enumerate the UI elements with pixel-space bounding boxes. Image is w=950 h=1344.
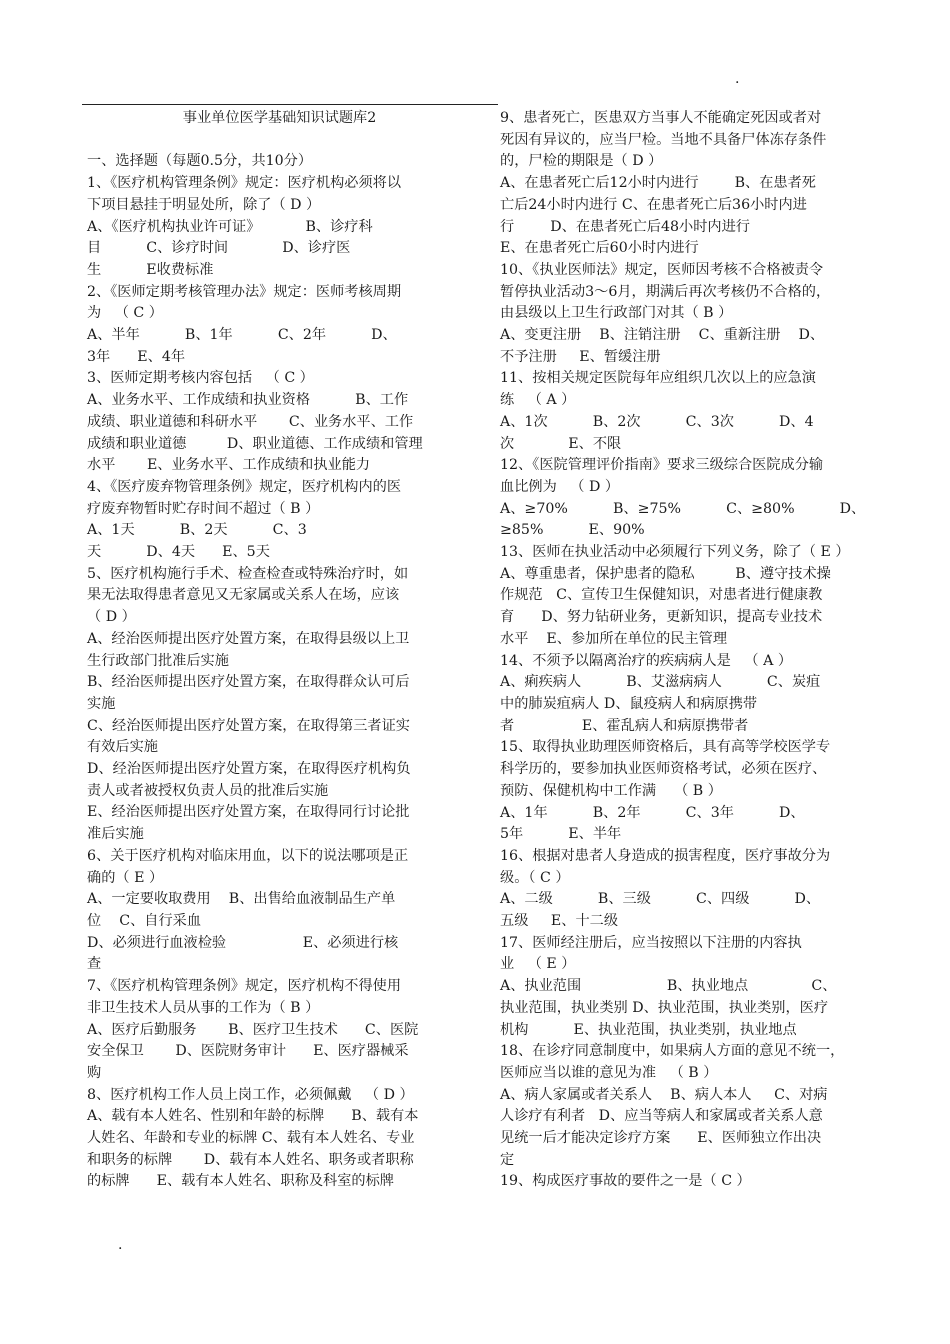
text-line: 18、在诊疗同意制度中，如果病人方面的意见不统一，: [500, 1043, 845, 1060]
text-line: 非卫生技术人员从事的工作为（ B ）: [87, 999, 320, 1016]
text-line: 17、医师经注册后，应当按照以下注册的内容执: [500, 934, 802, 951]
text-line: 人姓名、年龄和专业的标牌 C、载有本人姓名、专业: [87, 1130, 415, 1147]
text-line: 1、《医疗机构管理条例》规定：医疗机构必须将以: [87, 175, 402, 192]
text-line: D、经治医师提出医疗处置方案，在取得医疗机构负: [87, 761, 411, 778]
text-line: 练 （ A ）: [500, 392, 576, 409]
text-line: 天 D、4天 E、5天: [87, 544, 270, 561]
text-line: 8、医疗机构工作人员上岗工作，必须佩戴 （ D ）: [87, 1086, 414, 1103]
text-line: 16、根据对患者人身造成的损害程度，医疗事故分为: [500, 847, 831, 864]
text-line: 执业范围，执业类别 D、执业范围，执业类别，医疗: [500, 999, 829, 1016]
page-dot-top: .: [735, 71, 740, 87]
text-line: 查: [87, 956, 102, 973]
text-line: 位 C、自行采血: [87, 913, 202, 929]
text-line: A、一定要收取费用 B、出售给血液制品生产单: [87, 891, 396, 908]
text-line: 责人或者被授权负责人员的批准后实施: [87, 782, 329, 799]
text-line: C、经治医师提出医疗处置方案，在取得第三者证实: [87, 717, 410, 734]
text-line: 15、取得执业助理医师资格后，具有高等学校医学专: [500, 739, 831, 756]
text-line: A、≥70% B、≥75% C、≥80% D、: [500, 500, 866, 517]
text-line: 人诊疗有利者 D、应当等病人和家属或者关系人意: [500, 1108, 823, 1125]
text-line: A、二级 B、三级 C、四级 D、: [500, 891, 821, 908]
text-line: A、1年 B、2年 C、3年 D、: [500, 804, 805, 821]
text-line: A、半年 B、1年 C、2年 D、: [87, 327, 397, 344]
text-line: 和职务的标牌 D、载有本人姓名、职务或者职称: [87, 1151, 414, 1168]
text-line: E、经治医师提出医疗处置方案，在取得同行讨论批: [87, 804, 410, 821]
text-line: 业 （ E ）: [500, 956, 576, 973]
text-line: 3、医师定期考核内容包括 （ C ）: [87, 370, 314, 387]
text-line: B、经治医师提出医疗处置方案，在取得群众认可后: [87, 674, 410, 691]
text-line: 3年 E、4年: [87, 348, 186, 365]
text-line: 4、《医疗废弃物管理条例》规定，医疗机构内的医: [87, 478, 402, 495]
text-line: 2、《医师定期考核管理办法》规定：医师考核周期: [87, 283, 402, 300]
text-line: 由县级以上卫生行政部门对其（ B ）: [500, 305, 733, 322]
text-line: 成绩和职业道德 D、职业道德、工作成绩和管理: [87, 435, 423, 452]
text-line: 暂停执业活动3～6月，期满后再次考核仍不合格的，: [500, 283, 831, 300]
text-line: 目 C、诊疗时间 D、诊疗医: [87, 240, 351, 257]
text-line: 死因有异议的，应当尸检。当地不具备尸体冻存条件: [500, 131, 827, 148]
text-line: 医师应当以谁的意见为准 （ B ）: [500, 1064, 718, 1081]
page-dot-bottom: .: [118, 1237, 123, 1253]
text-line: 级。（ C ）: [500, 869, 570, 886]
text-line: 有效后实施: [87, 739, 158, 756]
text-line: 者 E、霍乱病人和病原携带者: [500, 717, 749, 734]
header-rule: [82, 104, 498, 105]
text-line: A、1次 B、2次 C、3次 D、4: [500, 413, 814, 430]
text-line: 疗废弃物暂时贮存时间不超过（ B ）: [87, 500, 320, 517]
text-line: （ D ）: [87, 609, 136, 626]
text-line: 不予注册 E、暂缓注册: [500, 348, 661, 365]
text-line: A、病人家属或者关系人 B、病人本人 C、对病: [500, 1086, 828, 1103]
text-line: ≥85% E、90%: [500, 522, 645, 539]
text-line: 生 E收费标准: [87, 261, 214, 278]
text-line: 见统一后才能决定诊疗方案 E、医师独立作出决: [500, 1130, 822, 1147]
text-line: 定: [500, 1151, 515, 1168]
text-line: A、载有本人姓名、性别和年龄的标牌 B、载有本: [87, 1108, 419, 1125]
text-line: 下项目悬挂于明显处所，除了（ D ）: [87, 196, 321, 213]
text-line: 一、选择题（每题0.5分，共10分）: [87, 153, 313, 170]
text-line: 的标牌 E、载有本人姓名、职称及科室的标牌: [87, 1173, 394, 1190]
left-column: [87, 108, 472, 1193]
text-line: A、《医疗机构执业许可证》 B、诊疗科: [87, 218, 373, 235]
text-line: A、经治医师提出医疗处置方案，在取得县级以上卫: [87, 630, 410, 647]
text-line: A、1天 B、2天 C、3: [87, 522, 307, 539]
text-line: 12、《医院管理评价指南》要求三级综合医院成分输: [500, 457, 824, 474]
text-line: 水平 E、业务水平、工作成绩和执业能力: [87, 457, 371, 474]
text-line: 为 （ C ）: [87, 305, 163, 322]
title-gap: [87, 130, 472, 152]
text-line: 5年 E、半年: [500, 826, 622, 843]
text-line: 育 D、努力钻研业务，更新知识，提高专业技术: [500, 609, 823, 626]
text-line: 科学历的，要参加执业医师资格考试，必须在医疗、: [500, 761, 827, 778]
text-line: A、在患者死亡后12小时内进行 B、在患者死: [500, 175, 816, 192]
text-line: 作规范 C、宣传卫生保健知识，对患者进行健康教: [500, 587, 823, 604]
text-line: 中的肺炭疽病人 D、鼠疫病人和病原携带: [500, 695, 758, 712]
text-line: 行 D、在患者死亡后48小时内进行: [500, 218, 750, 235]
text-line: A、尊重患者，保护患者的隐私 B、遵守技术操: [500, 565, 831, 582]
text-line: 购: [87, 1064, 102, 1081]
text-line: 次 E、不限: [500, 435, 622, 452]
text-line: A、业务水平、工作成绩和执业资格 B、工作: [87, 392, 409, 409]
text-line: 安全保卫 D、医院财务审计 E、医疗器械采: [87, 1043, 409, 1060]
text-line: 准后实施: [87, 826, 144, 843]
text-line: 6、关于医疗机构对临床用血，以下的说法哪项是正: [87, 847, 409, 864]
text-line: A、医疗后勤服务 B、医疗卫生技术 C、医院: [87, 1021, 419, 1038]
text-line: 13、医师在执业活动中必须履行下列义务，除了（ E ）: [500, 544, 850, 561]
right-question-list: [500, 108, 885, 1193]
text-line: A、痢疾病人 B、艾滋病病人 C、炭疽: [500, 674, 821, 691]
text-line: 5、医疗机构施行手术、检查检查或特殊治疗时，如: [87, 565, 409, 582]
text-line: 9、患者死亡，医患双方当事人不能确定死因或者对: [500, 110, 822, 126]
text-line: 生行政部门批准后实施: [87, 652, 229, 669]
right-column: [500, 108, 885, 1193]
text-line: A、执业范围 B、执业地点 C、: [500, 978, 837, 995]
document-title: 事业单位医学基础知识试题库2: [182, 110, 377, 126]
text-line: 水平 E、参加所在单位的民主管理: [500, 630, 728, 647]
text-line: 预防、保健机构中工作满 （ B ）: [500, 782, 722, 799]
text-line: 14、不须予以隔离治疗的疾病病人是 （ A ）: [500, 652, 793, 669]
text-line: 血比例为 （ D ）: [500, 478, 620, 495]
text-line: 7、《医疗机构管理条例》规定，医疗机构不得使用: [87, 978, 402, 995]
text-line: 成绩、职业道德和科研水平 C、业务水平、工作: [87, 413, 414, 430]
left-question-list: [87, 151, 472, 1193]
text-line: 机构 E、执业范围，执业类别，执业地点: [500, 1021, 797, 1038]
text-line: 五级 E、十二级: [500, 913, 619, 930]
text-line: 10、《执业医师法》规定，医师因考核不合格被责令: [500, 261, 824, 278]
text-line: 果无法取得患者意见又无家属或关系人在场，应该: [87, 587, 400, 604]
text-line: 亡后24小时内进行 C、在患者死亡后36小时内进: [500, 196, 807, 213]
text-line: 的，尸检的期限是（ D ）: [500, 153, 663, 170]
text-line: E、在患者死亡后60小时内进行: [500, 240, 699, 257]
text-line: 11、按相关规定医院每年应组织几次以上的应急演: [500, 370, 816, 387]
text-line: D、必须进行血液检验 E、必须进行核: [87, 934, 399, 951]
text-line: A、变更注册 B、注销注册 C、重新注册 D、: [500, 327, 825, 344]
text-line: 实施: [87, 695, 116, 712]
text-line: 19、构成医疗事故的要件之一是（ C ）: [500, 1173, 751, 1190]
text-line: 确的（ E ）: [87, 869, 164, 886]
